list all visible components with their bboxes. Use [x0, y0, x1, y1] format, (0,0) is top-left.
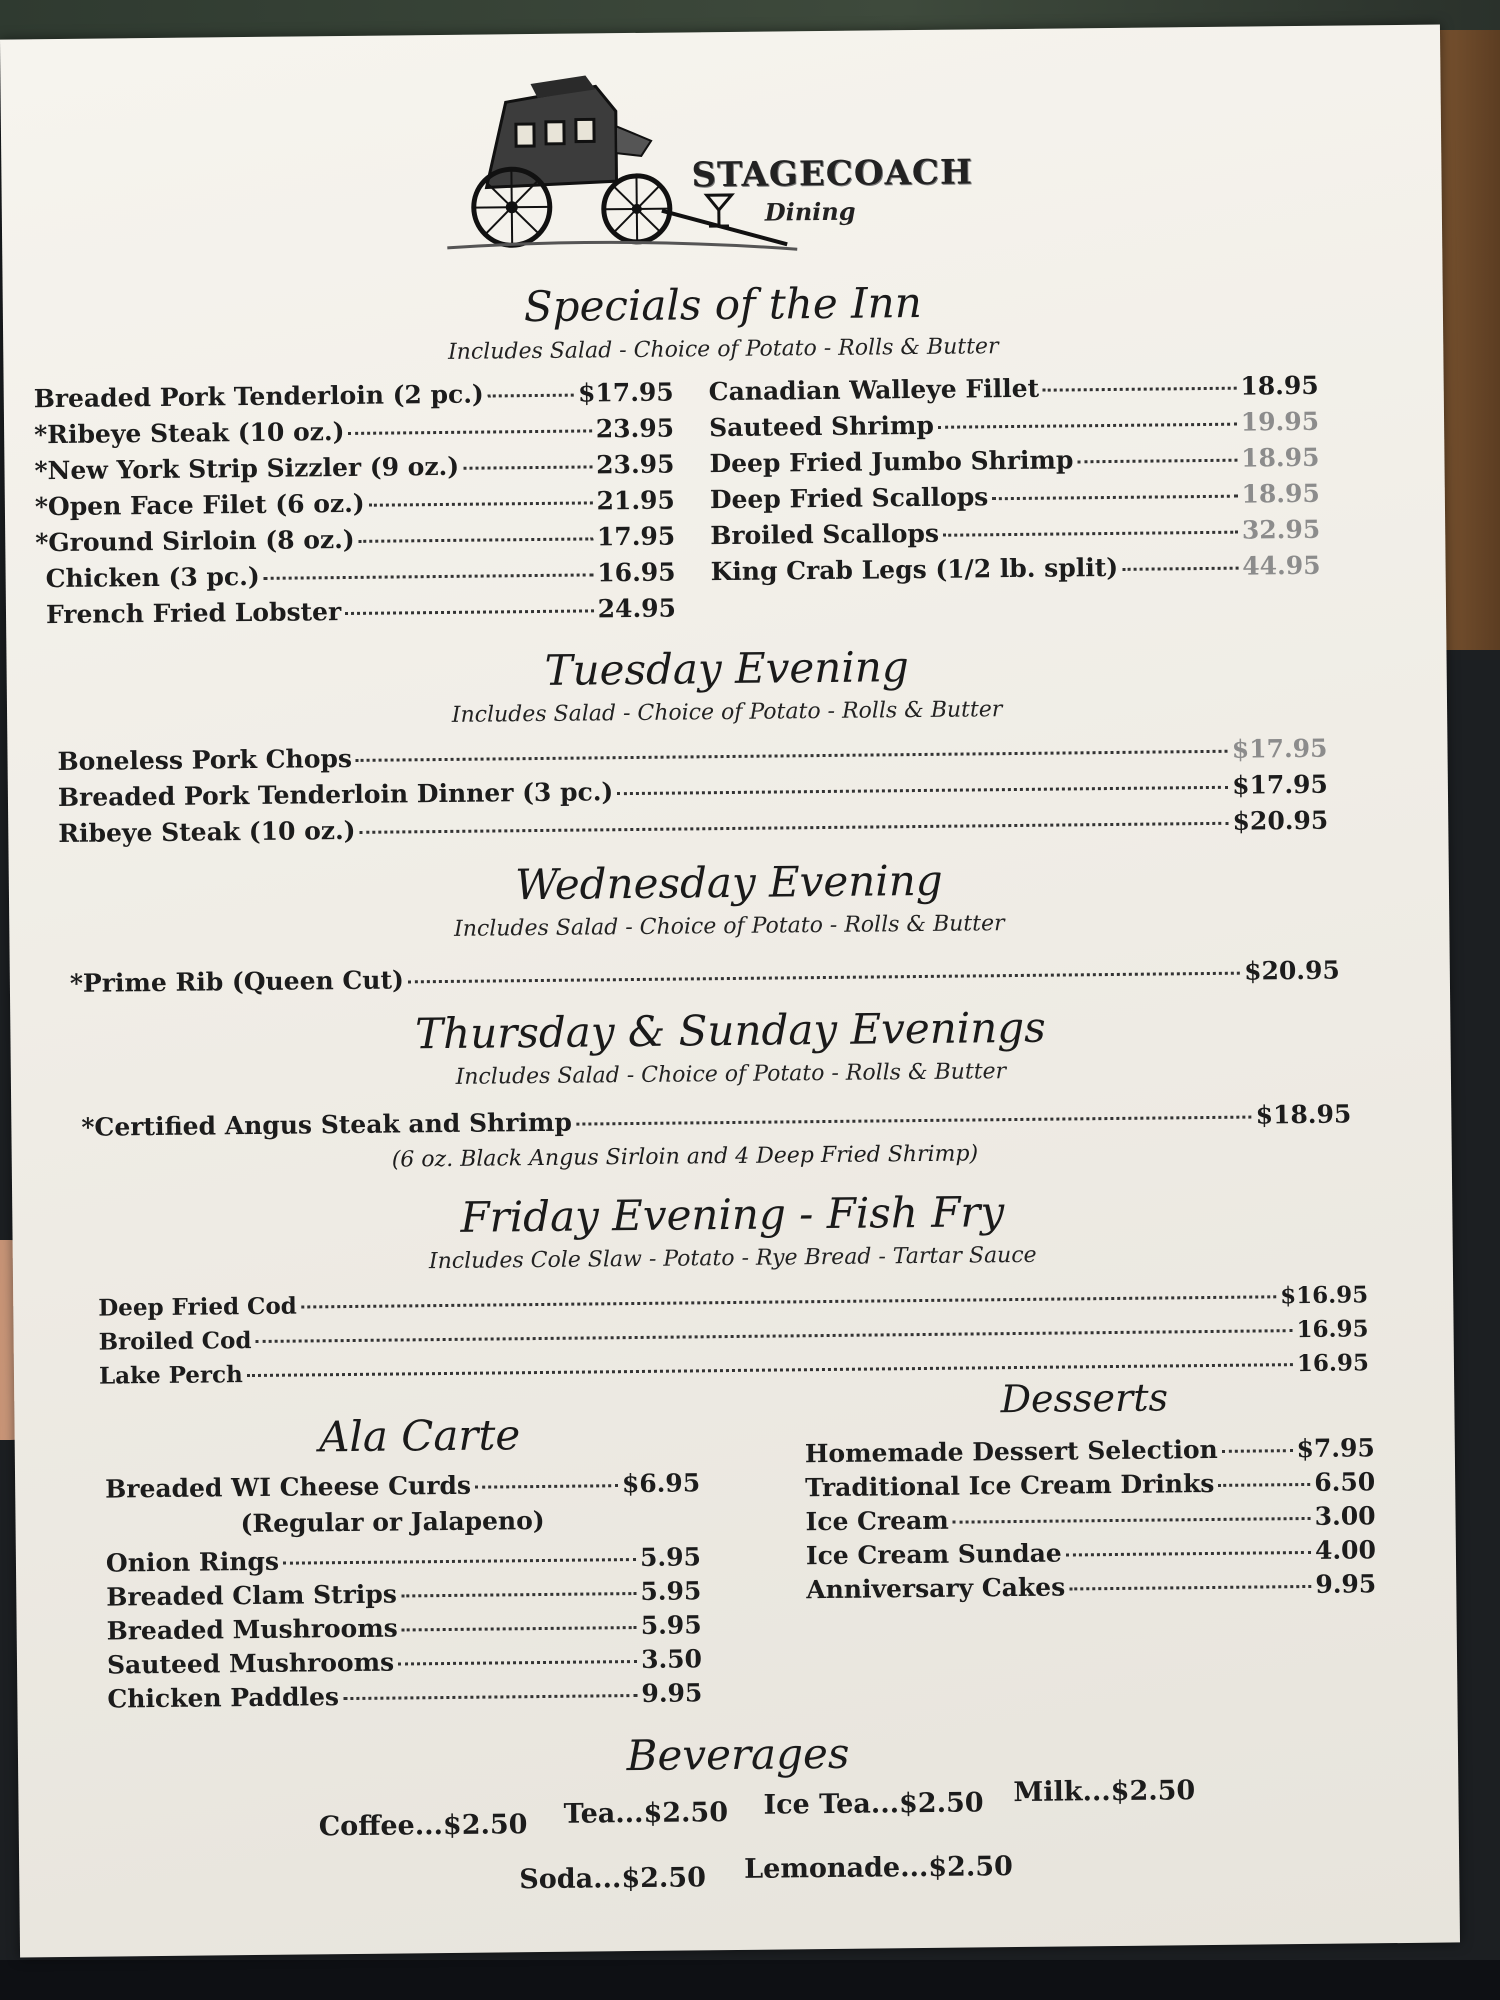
menu-item: King Crab Legs (1/2 lb. split) 44.95 [710, 550, 1321, 587]
menu-item: Canadian Walleye Fillet 18.95 [708, 370, 1319, 407]
menu-item: Broiled Scallops 32.95 [710, 514, 1321, 551]
menu-item: Deep Fried Scallops 18.95 [709, 478, 1320, 515]
brand-sub: Dining [764, 196, 856, 227]
menu-item: French Fried Lobster 24.95 [45, 593, 677, 630]
menu-item: *Ground Sirloin (8 oz.) 17.95 [35, 521, 676, 558]
friday-subtitle: Includes Cole Slaw - Potato - Rye Bread - Tartar Sauce [428, 1242, 1037, 1275]
desserts-title: Desserts [1000, 1375, 1169, 1422]
menu-item: *Prime Rib (Queen Cut) $20.95 [69, 955, 1340, 998]
thursday-subtitle: Includes Salad - Choice of Potato - Rolls & Butter [455, 1059, 1007, 1090]
alacarte-title: Ala Carte [318, 1410, 521, 1462]
stagecoach-logo [445, 57, 974, 262]
brand-name: STAGECOACH [691, 152, 974, 196]
beverages-title: Beverages [626, 1728, 850, 1781]
menu-item: Ice Cream 3.00 [805, 1501, 1376, 1537]
menu-item: Sauteed Shrimp 19.95 [708, 406, 1320, 443]
menu-item: Traditional Ice Cream Drinks 6.50 [805, 1467, 1376, 1503]
beverage-item: Tea...$2.50 [563, 1797, 729, 1830]
menu-item: Breaded Clam Strips 5.95 [106, 1576, 702, 1612]
menu-item: Sauteed Mushrooms 3.50 [106, 1644, 703, 1680]
menu-item: Breaded WI Cheese Curds $6.95 [105, 1468, 701, 1504]
tuesday-subtitle: Includes Salad - Choice of Potato - Rolls & Butter [451, 697, 1003, 728]
beverage-item: Ice Tea...$2.50 [763, 1787, 984, 1821]
wednesday-title: Wednesday Evening [514, 855, 943, 910]
alacarte-note: (Regular or Jalapeno) [240, 1505, 545, 1539]
beverage-item: Milk...$2.50 [1013, 1775, 1196, 1809]
menu-item: Chicken Paddles 9.95 [107, 1678, 703, 1714]
specials-subtitle: Includes Salad - Choice of Potato - Rolls & Butter [447, 334, 999, 365]
background-bottom [0, 1960, 1500, 2000]
menu-item: *Certified Angus Steak and Shrimp $18.95 [81, 1099, 1352, 1142]
specials-title: Specials of the Inn [523, 277, 922, 332]
tuesday-title: Tuesday Evening [544, 642, 909, 695]
menu-item: *Open Face Filet (6 oz.) 21.95 [34, 485, 676, 522]
menu-item: Onion Rings 5.95 [105, 1542, 702, 1578]
menu-item: Breaded Pork Tenderloin (2 pc.) $17.95 [33, 377, 674, 414]
menu-item: Chicken (3 pc.) 16.95 [45, 557, 676, 594]
menu-item: Lake Perch 16.95 [98, 1349, 1370, 1390]
menu-item: Broiled Cod 16.95 [98, 1315, 1369, 1356]
menu-item: Breaded Pork Tenderloin Dinner (3 pc.) $17.95 [57, 769, 1329, 813]
beverage-item: Lemonade...$2.50 [744, 1851, 1014, 1885]
menu-item: Homemade Dessert Selection $7.95 [804, 1433, 1375, 1469]
wednesday-subtitle: Includes Salad - Choice of Potato - Rolls & Butter [453, 911, 1005, 942]
menu-item: *New York Strip Sizzler (9 oz.) 23.95 [34, 449, 675, 486]
menu-item: Breaded Mushrooms 5.95 [106, 1610, 702, 1646]
beverage-item: Soda...$2.50 [519, 1862, 707, 1896]
menu-item: Ribeye Steak (10 oz.) $20.95 [58, 805, 1329, 849]
thursday-title: Thursday & Sunday Evenings [414, 1002, 1046, 1059]
menu-item: Ice Cream Sundae 4.00 [805, 1535, 1377, 1571]
menu-item: Anniversary Cakes 9.95 [806, 1569, 1377, 1605]
menu-item: *Ribeye Steak (10 oz.) 23.95 [33, 413, 675, 450]
thursday-note: (6 oz. Black Angus Sirloin and 4 Deep Fried Shrimp) [391, 1141, 979, 1173]
menu-item: Deep Fried Jumbo Shrimp 18.95 [709, 442, 1320, 479]
menu-sheet [0, 25, 1460, 1958]
beverage-item: Coffee...$2.50 [318, 1809, 528, 1843]
menu-item: Boneless Pork Chops $17.95 [57, 733, 1328, 777]
friday-title: Friday Evening - Fish Fry [460, 1187, 1005, 1242]
menu-item: Deep Fried Cod $16.95 [98, 1281, 1369, 1322]
